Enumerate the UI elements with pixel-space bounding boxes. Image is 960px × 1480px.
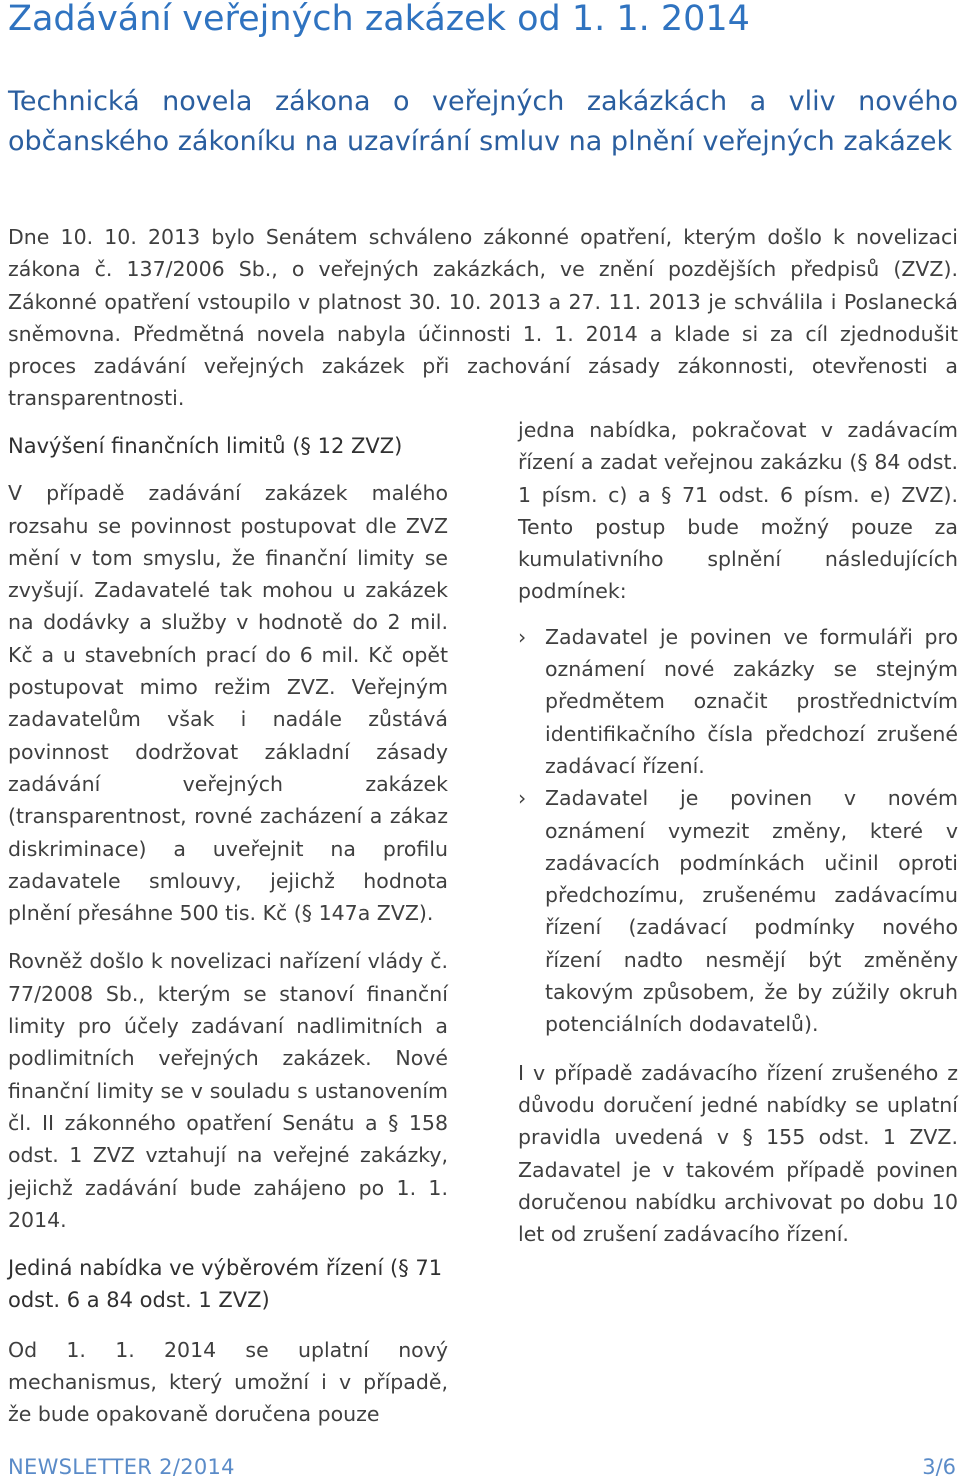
single-bid-paragraph-continued: jedna nabídka, pokračovat v zadávacím řízení a zadat veřejnou zakázku (§ 84 odst. 1 písm. c) a § 71 odst. 6 písm. e) ZVZ). Tento postup bude možný pouze za kumulativního splnění následujících podmínek: — [518, 418, 958, 604]
left-column — [8, 414, 448, 1431]
list-item — [518, 621, 958, 782]
archive-paragraph: I v případě zadávacího řízení zrušeného z důvodu doručení jedné nabídky se uplatní pravidla uvedená v § 155 odst. 1 ZVZ. Zadavatel je v takovém případě povinen doručenou nabídku archivovat po dobu 10 let od zrušení zadávacího řízení. — [518, 1060, 958, 1247]
regulation-paragraph: Rovněž došlo k novelizaci nařízení vlády č. 77/2008 Sb., kterým se stanoví finanční limity pro účely zadávaní nadlimitních a podlimitních veřejných zakázek. Nové finanční limity se v souladu s ustanovením čl. II zákonného opatření Senátu a § 158 odst. 1 ZVZ vztahují na veřejné zakázky, jejichž zadávání bude zahájeno po 1. 1. 2014. — [8, 949, 448, 1232]
article-subtitle: Technická novela zákona o veřejných zakázkách a vliv nového občanského zákoníku na uzavírání smluv na plnění veřejných zakázek — [8, 86, 958, 157]
bullet-chevron-icon: › — [518, 786, 527, 811]
section-heading-single-bid: Jediná nabídka ve výběrovém řízení (§ 71 odst. 6 a 84 odst. 1 ZVZ) — [8, 1256, 443, 1313]
right-column — [518, 414, 958, 1250]
list-item-text: Zadavatel je povinen ve formuláři pro oznámení nové zakázky se stejným předmětem označit prostřednictvím identifikačního čísla předchozí zrušené zadávací řízení. — [545, 624, 958, 778]
list-item — [518, 782, 958, 1040]
page-number: 3/6 — [922, 1455, 956, 1479]
list-item-text: Zadavatel je povinen v novém oznámení vymezit změny, které v zadávacích podmínkách učinil oproti předchozímu, zrušenému zadávacímu řízení (zadávací podmínky nového řízení nadto nesmějí být změněny takovým způsobem, že by zúžily okruh potenciálních dodavatelů). — [545, 786, 958, 1037]
intro-paragraph: Dne 10. 10. 2013 bylo Senátem schváleno zákonné opatření, kterým došlo k novelizaci zákona č. 137/2006 Sb., o veřejných zakázkách, ve znění pozdějších předpisů (ZVZ). Zákonné opatření vstoupilo v platnost 30. 10. 2013 a 27. 11. 2013 je schválila i Poslanecká sněmovna. Předmětná novela nabyla účinnosti 1. 1. 2014 a klade si za cíl zjednodušit proces zadávání veřejných zakázek při zachování zásady zákonnosti, otevřenosti a transparentnosti. — [8, 225, 958, 411]
conditions-list — [518, 621, 958, 1041]
single-bid-paragraph: Od 1. 1. 2014 se uplatní nový mechanismus, který umožní i v případě, že bude opakovaně doručena pouze — [8, 1337, 448, 1427]
page-title: Zadávání veřejných zakázek od 1. 1. 2014 — [8, 0, 750, 39]
newsletter-label: NEWSLETTER 2/2014 — [8, 1455, 235, 1479]
section-heading-limits: Navýšení finančních limitů (§ 12 ZVZ) — [8, 434, 403, 458]
bullet-chevron-icon: › — [518, 624, 527, 649]
limits-paragraph: V případě zadávání zakázek malého rozsahu se povinnost postupovat dle ZVZ mění v tom smyslu, že finanční limity se zvyšují. Zadavatelé tak mohou u zakázek na dodávky a služby v hodnotě do 2 mil. Kč a u stavebních prací do 6 mil. Kč opět postupovat mimo režim ZVZ. Veřejným zadavatelům však i nadále zůstává povinnost dodržovat základní zásady zadávání veřejných zakázek (transparentnost, rovné zacházení a zákaz diskriminace) a uveřejnit na profilu zadavatele smlouvy, jejichž hodnota plnění přesáhne 500 tis. Kč (§ 147a ZVZ). — [8, 481, 448, 926]
